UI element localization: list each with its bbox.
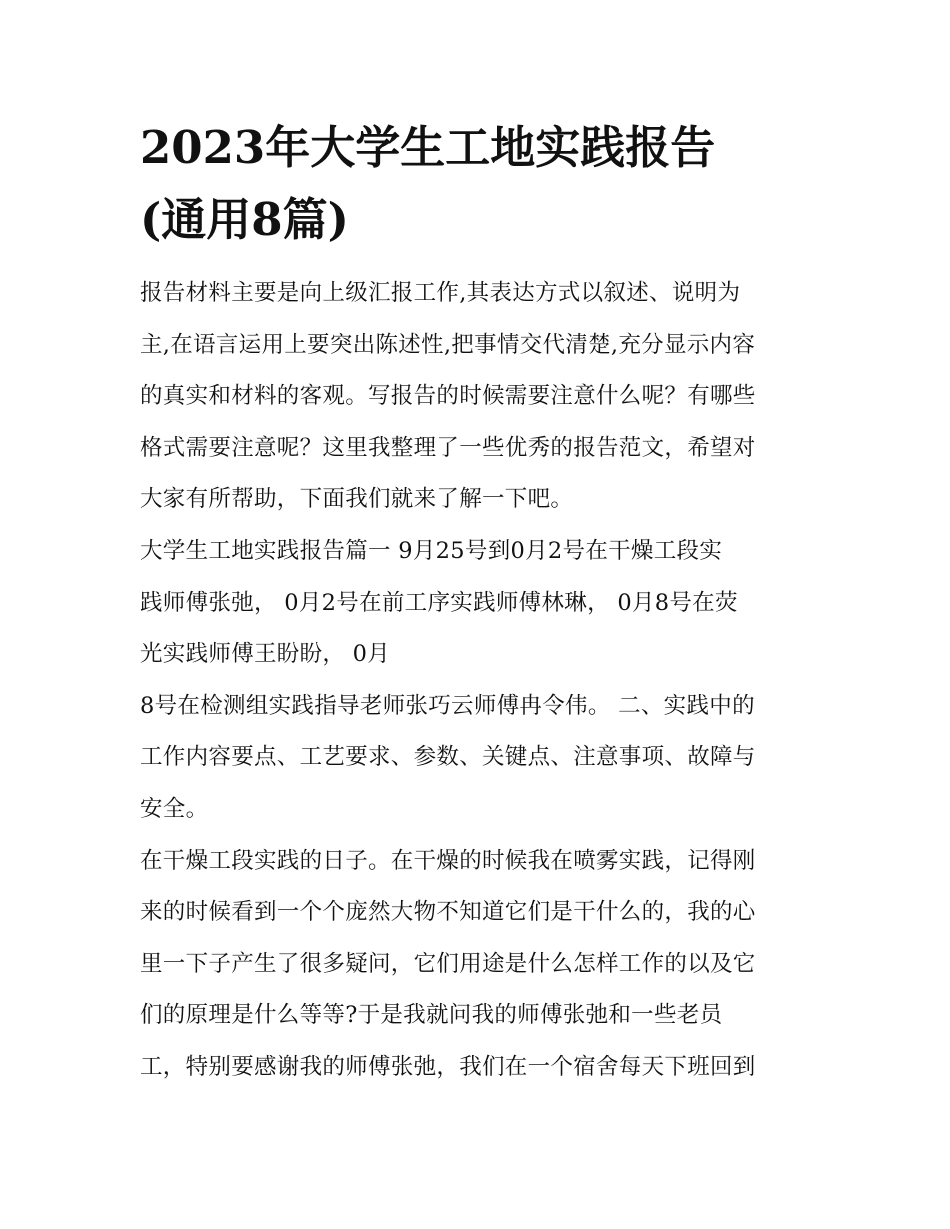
text-line: 报告材料主要是向上级汇报工作,其表达方式以叙述、说明为	[140, 280, 741, 306]
intro-paragraph	[140, 268, 812, 526]
text-line: 安全。	[140, 795, 209, 822]
text-line: 来的时候看到一个个庞然大物不知道它们是干什么的，我的心	[140, 899, 756, 926]
body-paragraph	[140, 836, 812, 1094]
body-paragraph	[140, 526, 812, 681]
document-body	[140, 112, 812, 1094]
text-line: 主,在语言运用上要突出陈述性,把事情交代清楚,充分显示内容	[140, 331, 756, 358]
text-line: 们的原理是什么等等?于是我就问我的师傅张弛和一些老员	[140, 1002, 723, 1029]
title-line: 2023年大学生工地实践报告	[140, 121, 716, 174]
text-line: 格式需要注意呢？这里我整理了一些优秀的报告范文，希望对	[140, 434, 756, 461]
text-line: 光实践师傅王盼盼， 0月	[140, 641, 391, 668]
text-line: 在干燥工段实践的日子。在干燥的时候我在喷雾实践，记得刚	[140, 847, 756, 874]
text-line: 践师傅张弛， 0月2号在前工序实践师傅林琳， 0月8号在荧	[140, 589, 738, 616]
text-line: 工作内容要点、工艺要求、参数、关键点、注意事项、故障与	[140, 744, 756, 771]
body-paragraph	[140, 681, 812, 836]
text-line: 里一下子产生了很多疑问，它们用途是什么怎样工作的以及它	[140, 950, 756, 977]
text-line: 的真实和材料的客观。写报告的时候需要注意什么呢？有哪些	[140, 383, 756, 410]
text-line: 大家有所帮助，下面我们就来了解一下吧。	[140, 486, 574, 513]
title-line: (通用8篇)	[140, 193, 349, 246]
text-line: 工，特别要感谢我的师傅张弛，我们在一个宿舍每天下班回到	[140, 1053, 756, 1080]
document-title	[140, 112, 812, 256]
text-line: 大学生工地实践报告篇一 9月25号到0月2号在干燥工段实	[140, 537, 723, 564]
text-line: 8号在检测组实践指导老师张巧云师傅冉令伟。 二、实践中的	[140, 692, 755, 719]
